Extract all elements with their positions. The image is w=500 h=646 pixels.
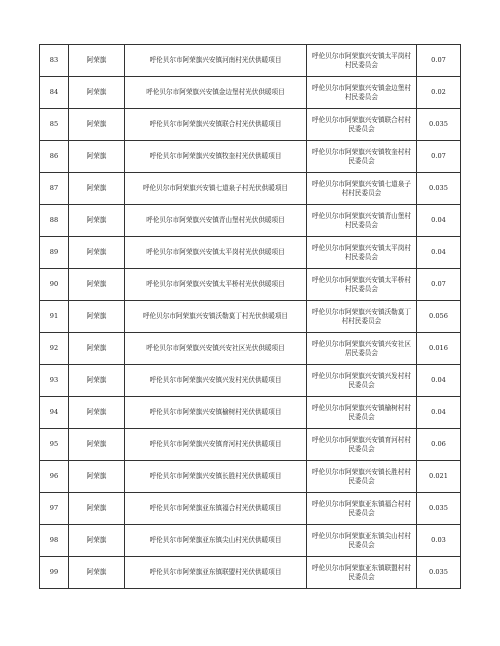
owner-cell: 呼伦贝尔市阿荣旗亚东镇尖山村村民委员会 [307, 525, 417, 557]
capacity-cell: 0.06 [417, 429, 461, 461]
county-cell: 阿荣旗 [69, 397, 125, 429]
capacity-cell: 0.016 [417, 333, 461, 365]
county-cell: 阿荣旗 [69, 141, 125, 173]
owner-cell: 呼伦贝尔市阿荣旗兴安镇七道泉子村村民委员会 [307, 173, 417, 205]
capacity-cell: 0.021 [417, 461, 461, 493]
owner-cell: 呼伦贝尔市阿荣旗兴安镇青山堡村村民委员会 [307, 205, 417, 237]
project-name-cell: 呼伦贝尔市阿荣旗兴安镇育河村光伏供暖项目 [125, 429, 307, 461]
owner-cell: 呼伦贝尔市阿荣旗兴安镇太平桥村村民委员会 [307, 269, 417, 301]
project-table-body [40, 45, 461, 589]
project-name-cell: 呼伦贝尔市阿荣旗亚东镇福合村光伏供暖项目 [125, 493, 307, 525]
county-cell: 阿荣旗 [69, 525, 125, 557]
capacity-cell: 0.035 [417, 493, 461, 525]
table-row [40, 429, 461, 461]
county-cell: 阿荣旗 [69, 237, 125, 269]
owner-cell: 呼伦贝尔市阿荣旗兴安镇联合村村民委员会 [307, 109, 417, 141]
county-cell: 阿荣旗 [69, 77, 125, 109]
capacity-cell: 0.03 [417, 525, 461, 557]
capacity-cell: 0.04 [417, 237, 461, 269]
table-row [40, 525, 461, 557]
county-cell: 阿荣旗 [69, 301, 125, 333]
project-name-cell: 呼伦贝尔市阿荣旗兴安镇联合村光伏供暖项目 [125, 109, 307, 141]
project-name-cell: 呼伦贝尔市阿荣旗兴安镇青山堡村光伏供暖项目 [125, 205, 307, 237]
capacity-cell: 0.07 [417, 45, 461, 77]
table-row [40, 333, 461, 365]
owner-cell: 呼伦贝尔市阿荣旗兴安镇金边堡村村民委员会 [307, 77, 417, 109]
owner-cell: 呼伦贝尔市阿荣旗兴安镇沃勒莫丁村村民委员会 [307, 301, 417, 333]
county-cell: 阿荣旗 [69, 557, 125, 589]
project-name-cell: 呼伦贝尔市阿荣旗亚东镇尖山村光伏供暖项目 [125, 525, 307, 557]
row-number-cell: 85 [40, 109, 69, 141]
table-row [40, 173, 461, 205]
table-row [40, 365, 461, 397]
row-number-cell: 98 [40, 525, 69, 557]
project-name-cell: 呼伦贝尔市阿荣旗兴安镇兴安社区光伏供暖项目 [125, 333, 307, 365]
project-name-cell: 呼伦贝尔市阿荣旗兴安镇长胜村光伏供暖项目 [125, 461, 307, 493]
capacity-cell: 0.02 [417, 77, 461, 109]
row-number-cell: 87 [40, 173, 69, 205]
owner-cell: 呼伦贝尔市阿荣旗兴安镇太平岗村村民委员会 [307, 45, 417, 77]
project-name-cell: 呼伦贝尔市阿荣旗兴安镇河南村光伏供暖项目 [125, 45, 307, 77]
owner-cell: 呼伦贝尔市阿荣旗兴安镇兴安社区居民委员会 [307, 333, 417, 365]
table-row [40, 269, 461, 301]
owner-cell: 呼伦贝尔市阿荣旗兴安镇榆树村村民委员会 [307, 397, 417, 429]
table-row [40, 205, 461, 237]
project-name-cell: 呼伦贝尔市阿荣旗兴安镇榆树村光伏供暖项目 [125, 397, 307, 429]
project-name-cell: 呼伦贝尔市阿荣旗亚东镇联盟村光伏供暖项目 [125, 557, 307, 589]
row-number-cell: 99 [40, 557, 69, 589]
owner-cell: 呼伦贝尔市阿荣旗兴安镇兴发村村民委员会 [307, 365, 417, 397]
capacity-cell: 0.07 [417, 141, 461, 173]
table-row [40, 141, 461, 173]
county-cell: 阿荣旗 [69, 461, 125, 493]
project-name-cell: 呼伦贝尔市阿荣旗兴安镇沃勒莫丁村光伏供暖项目 [125, 301, 307, 333]
table-row [40, 237, 461, 269]
capacity-cell: 0.04 [417, 397, 461, 429]
row-number-cell: 84 [40, 77, 69, 109]
capacity-cell: 0.04 [417, 365, 461, 397]
row-number-cell: 91 [40, 301, 69, 333]
table-row [40, 45, 461, 77]
project-name-cell: 呼伦贝尔市阿荣旗兴安镇兴发村光伏供暖项目 [125, 365, 307, 397]
county-cell: 阿荣旗 [69, 205, 125, 237]
county-cell: 阿荣旗 [69, 333, 125, 365]
project-name-cell: 呼伦贝尔市阿荣旗兴安镇太平岗村光伏供暖项目 [125, 237, 307, 269]
capacity-cell: 0.035 [417, 173, 461, 205]
owner-cell: 呼伦贝尔市阿荣旗亚东镇福合村村民委员会 [307, 493, 417, 525]
county-cell: 阿荣旗 [69, 173, 125, 205]
table-row [40, 77, 461, 109]
project-name-cell: 呼伦贝尔市阿荣旗兴安镇太平桥村光伏供暖项目 [125, 269, 307, 301]
row-number-cell: 96 [40, 461, 69, 493]
owner-cell: 呼伦贝尔市阿荣旗兴安镇太平岗村村民委员会 [307, 237, 417, 269]
capacity-cell: 0.056 [417, 301, 461, 333]
row-number-cell: 97 [40, 493, 69, 525]
county-cell: 阿荣旗 [69, 429, 125, 461]
capacity-cell: 0.035 [417, 109, 461, 141]
owner-cell: 呼伦贝尔市阿荣旗兴安镇长胜村村民委员会 [307, 461, 417, 493]
table-row [40, 109, 461, 141]
row-number-cell: 83 [40, 45, 69, 77]
project-name-cell: 呼伦贝尔市阿荣旗兴安镇七道泉子村光伏供暖项目 [125, 173, 307, 205]
owner-cell: 呼伦贝尔市阿荣旗兴安镇育河村村民委员会 [307, 429, 417, 461]
capacity-cell: 0.04 [417, 205, 461, 237]
table-row [40, 301, 461, 333]
row-number-cell: 88 [40, 205, 69, 237]
owner-cell: 呼伦贝尔市阿荣旗亚东镇联盟村村民委员会 [307, 557, 417, 589]
table-row [40, 557, 461, 589]
project-name-cell: 呼伦贝尔市阿荣旗兴安镇金边堡村光伏供暖项目 [125, 77, 307, 109]
county-cell: 阿荣旗 [69, 109, 125, 141]
table-row [40, 461, 461, 493]
project-name-cell: 呼伦贝尔市阿荣旗兴安镇牧奎村光伏供暖项目 [125, 141, 307, 173]
row-number-cell: 94 [40, 397, 69, 429]
row-number-cell: 93 [40, 365, 69, 397]
county-cell: 阿荣旗 [69, 365, 125, 397]
row-number-cell: 89 [40, 237, 69, 269]
county-cell: 阿荣旗 [69, 45, 125, 77]
capacity-cell: 0.035 [417, 557, 461, 589]
county-cell: 阿荣旗 [69, 269, 125, 301]
owner-cell: 呼伦贝尔市阿荣旗兴安镇牧奎村村民委员会 [307, 141, 417, 173]
row-number-cell: 86 [40, 141, 69, 173]
row-number-cell: 95 [40, 429, 69, 461]
project-table [39, 44, 461, 589]
row-number-cell: 92 [40, 333, 69, 365]
table-row [40, 493, 461, 525]
row-number-cell: 90 [40, 269, 69, 301]
capacity-cell: 0.07 [417, 269, 461, 301]
county-cell: 阿荣旗 [69, 493, 125, 525]
table-row [40, 397, 461, 429]
